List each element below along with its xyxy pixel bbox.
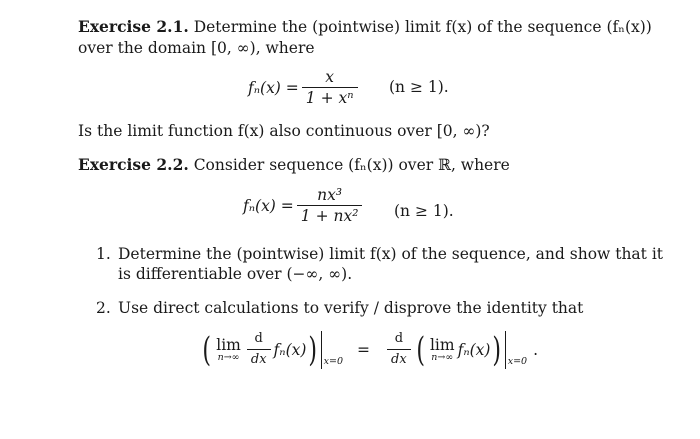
sequence-term-rhs: fₙ(x) (457, 340, 491, 359)
list-item-1-line-1: Determine the (pointwise) limit f(x) of the sequence, and show that it (118, 245, 664, 263)
end-period: . (533, 340, 539, 359)
exercise-2-2-formula (243, 186, 365, 225)
limit-operator: lim n→∞ (216, 335, 241, 363)
evaluation-bar-rhs (505, 331, 506, 369)
right-paren: ) (308, 329, 318, 370)
exercise-2-2-intro (78, 155, 510, 175)
exercise-2-1-formula (248, 68, 361, 107)
evaluation-bar (321, 331, 322, 369)
left-paren: ( (202, 329, 211, 370)
limit-operator-rhs: lim n→∞ (429, 335, 455, 363)
evaluation-point-rhs: x=0 (507, 356, 528, 367)
derivative-operator-rhs: $\frac{d}{dx}$ (387, 330, 411, 369)
formula-numerator: nx³ (317, 186, 343, 204)
list-item-1-line-2: is differentiable over (−∞, ∞). (118, 265, 353, 283)
left-paren-rhs: ( (416, 329, 425, 370)
formula-denominator: 1 + nx² (297, 205, 363, 225)
derivative-operator: $\frac{d}{dx}$ (247, 330, 271, 369)
exercise-2-2-intro-text: Consider sequence (fₙ(x)) over ℝ, where (188, 156, 510, 174)
right-paren-rhs: ) (492, 329, 502, 370)
exercise-2-1-line-1-text: Determine the (pointwise) limit f(x) of the sequence (fₙ(x)) (188, 18, 652, 36)
formula-numerator: x (325, 68, 335, 86)
formula-lhs: fₙ(x) = (248, 78, 299, 97)
list-item-1-number: 1. (96, 245, 111, 263)
exercise-2-1-line-1 (78, 17, 652, 37)
evaluation-point: x=0 (323, 356, 344, 367)
identity-equation (200, 330, 538, 369)
exercise-2-1-condition: (n ≥ 1). (389, 78, 449, 96)
exercise-2-2-condition: (n ≥ 1). (394, 202, 454, 220)
formula-fraction (297, 186, 363, 225)
formula-denominator: 1 + xⁿ (302, 87, 358, 107)
exercise-2-2-heading: Exercise 2.2. (78, 155, 189, 174)
formula-fraction (302, 68, 358, 107)
list-item-2-number: 2. (96, 299, 111, 317)
exercise-2-1-heading: Exercise 2.1. (78, 17, 189, 36)
list-item-2-text: Use direct calculations to verify / disprove the identity that (118, 299, 584, 317)
equals-sign: = (357, 340, 371, 359)
exercise-2-1-line-2: over the domain [0, ∞), where (78, 39, 315, 57)
sequence-term: fₙ(x) (273, 340, 307, 359)
formula-lhs: fₙ(x) = (243, 196, 294, 215)
exercise-2-1-question: Is the limit function f(x) also continuous over [0, ∞)? (78, 122, 490, 140)
